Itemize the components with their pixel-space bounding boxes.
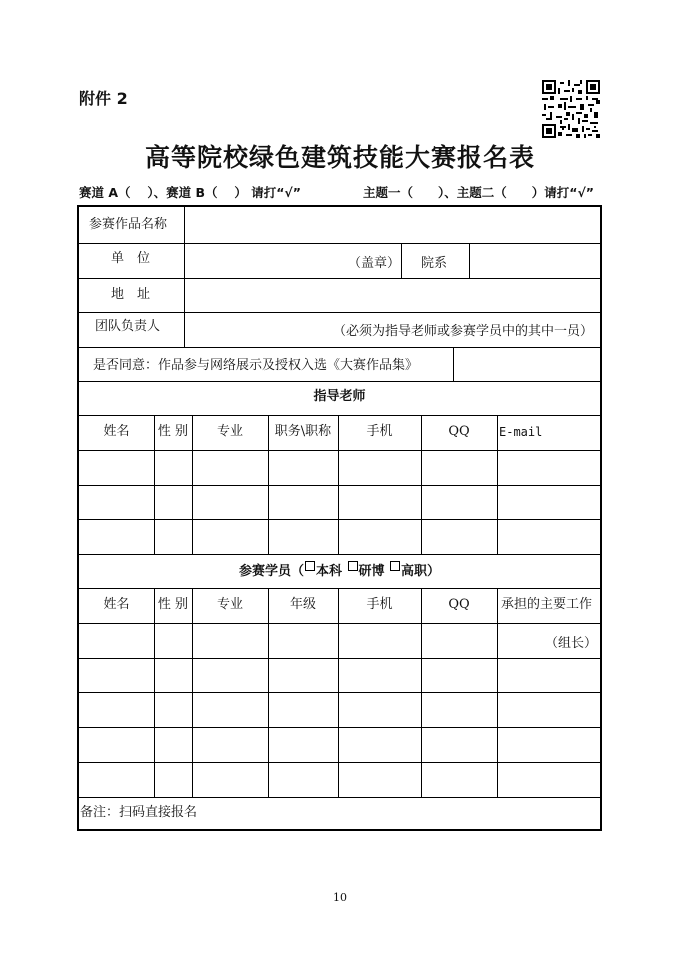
dept-field[interactable]: [470, 244, 599, 277]
undergrad-checkbox[interactable]: [305, 561, 315, 571]
work-name-label: 参赛作品名称: [89, 217, 168, 232]
teacher-col-qq: QQ: [448, 424, 470, 439]
consent-field[interactable]: [454, 348, 599, 380]
leader-note: （必须为指导老师或参赛学员中的其中一员）: [333, 324, 594, 339]
students-heading-prefix: 参赛学员（: [238, 564, 304, 579]
address-field[interactable]: [185, 279, 599, 311]
grad-checkbox[interactable]: [348, 561, 358, 571]
student-col-name: 姓名: [103, 597, 130, 612]
teacher-col-gender: 性 别: [157, 424, 189, 439]
student-col-phone: 手机: [366, 597, 393, 612]
student-col-qq: QQ: [448, 597, 470, 612]
undergrad-label: 本科: [315, 564, 342, 579]
group-leader-note: （组长）: [545, 636, 598, 651]
track-selection: 赛道 A（ ）、赛道 B（ ） 请打“√”: [79, 185, 301, 200]
student-col-duty: 承担的主要工作: [501, 597, 593, 612]
remark: 备注：扫码直接报名: [80, 805, 198, 820]
teacher-col-major: 专业: [216, 424, 243, 439]
form-title: 高等院校绿色建筑技能大赛报名表: [144, 143, 535, 172]
student-col-gender: 性 别: [157, 597, 189, 612]
student-col-grade: 年级: [289, 597, 316, 612]
teacher-col-name: 姓名: [103, 424, 130, 439]
vocational-label: 高职）: [401, 564, 441, 579]
students-heading: [79, 561, 600, 580]
theme-selection: 主题一（ ）、主题二（ ）请打“√”: [363, 185, 595, 200]
teacher-col-phone: 手机: [366, 424, 393, 439]
unit-label: 单 位: [111, 251, 151, 266]
registration-table: [77, 205, 602, 831]
leader-label: 团队负责人: [95, 319, 161, 334]
qr-code[interactable]: [542, 80, 600, 138]
work-name-field[interactable]: [185, 208, 599, 242]
student-col-major: 专业: [216, 597, 243, 612]
teacher-col-email: E-mail: [499, 425, 543, 439]
vocational-checkbox[interactable]: [390, 561, 400, 571]
attachment-label: 附件 2: [79, 89, 128, 108]
seal-note: （盖章）: [348, 256, 401, 271]
page-number: 10: [333, 891, 347, 904]
address-label: 地 址: [111, 287, 151, 302]
teacher-col-title: 职务\职称: [274, 424, 332, 439]
teachers-heading: 指导老师: [313, 389, 366, 404]
consent-text: 是否同意：作品参与网络展示及授权入选《大赛作品集》: [93, 358, 419, 373]
dept-label: 院系: [421, 256, 448, 271]
grad-label: 研博: [358, 564, 385, 579]
